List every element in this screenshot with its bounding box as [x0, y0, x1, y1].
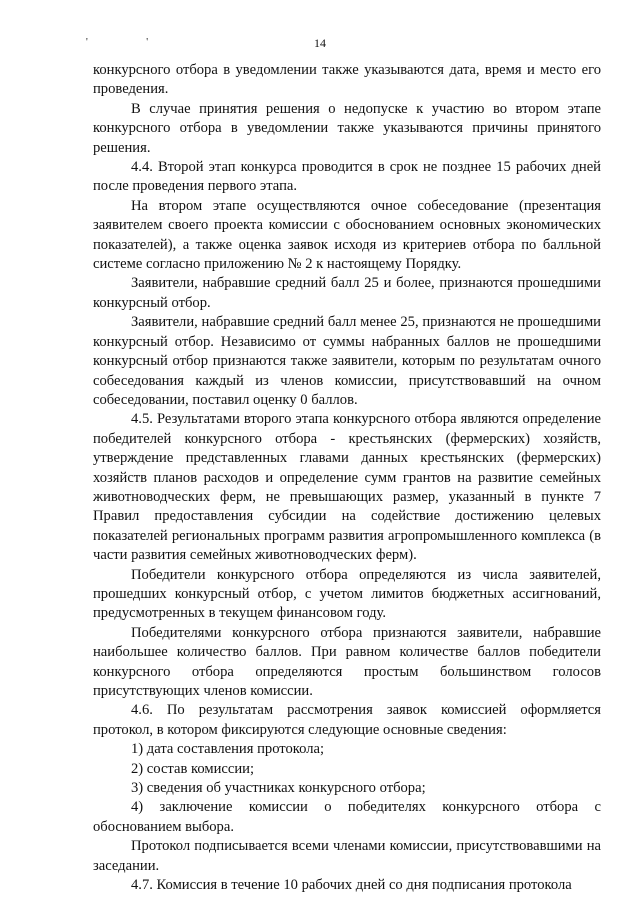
paragraph: В случае принятия решения о недопуске к участию во втором этапе конкурсного отбора в уведомлении также указываются причины принятого решения. — [93, 100, 601, 156]
list-item: 4) заключение комиссии о победителях конкурсного отбора с обоснованием выбора. — [93, 799, 601, 835]
document-body — [93, 61, 601, 895]
paragraph: конкурсного отбора в уведомлении также указываются дата, время и место его проведения. — [93, 62, 601, 98]
paragraph: Заявители, набравшие средний балл 25 и более, признаются прошедшими конкурсный отбор. — [93, 275, 601, 311]
paragraph: Протокол подписывается всеми членами комиссии, присутствовавшими на заседании. — [93, 838, 601, 874]
paragraph: На втором этапе осуществляются очное собеседование (презентация заявителем своего проекта комиссии с обоснованием основных экономических показателей), а также оценка заявок исходя из критериев отбора по балльной системе согласно приложению № 2 к настоящему Порядку. — [93, 197, 601, 273]
paragraph: Победители конкурсного отбора определяются из числа заявителей, прошедших конкурсный отбор, с учетом лимитов бюджетных ассигнований, предусмотренных в текущем финансовом году. — [93, 566, 601, 622]
paragraph: 4.6. По результатам рассмотрения заявок комиссией оформляется протокол, в котором фиксируются следующие основные сведения: — [93, 702, 601, 738]
paragraph: Победителями конкурсного отбора признаются заявители, набравшие наибольшее количество баллов. При равном количестве баллов победители конкурсного отбора определяются простым большинством голосов присутствующих членов комиссии. — [93, 624, 601, 699]
paragraph: 4.4. Второй этап конкурса проводится в срок не позднее 15 рабочих дней после проведения первого этапа. — [93, 159, 601, 195]
paragraph: 4.5. Результатами второго этапа конкурсного отбора являются определение победителей конкурсного отбора - крестьянских (фермерских) хозяйств, утверждение представленных главами данных крестьянских (фермерских) хозяйств планов расходов и определение сумм грантов на развитие семейных животноводческих ферм, не превышающих размер, указанный в пункте 7 Правил предоставления субсидии на содействие достижению целевых показателей региональных программ развития агропромышленного комплекса (в части развития семейных животноводческих ферм). — [93, 411, 601, 564]
list-item: 3) сведения об участниках конкурсного отбора; — [131, 780, 426, 797]
list-item: 1) дата составления протокола; — [131, 741, 325, 758]
list-item: 2) состав комиссии; — [131, 760, 255, 777]
page-number: 14 — [314, 36, 326, 50]
paragraph: Заявители, набравшие средний балл менее 25, признаются не прошедшими конкурсный отбор. Независимо от суммы набранных баллов не прошедшими конкурсный отбор признаются также заявители, которым по результатам очного собеседования каждый из членов комиссии, присутствовавший на очном собеседовании, поставил оценку 0 баллов. — [93, 314, 601, 408]
corner-marks: ' ' — [86, 37, 177, 48]
paragraph: 4.7. Комиссия в течение 10 рабочих дней со дня подписания протокола — [131, 877, 572, 894]
